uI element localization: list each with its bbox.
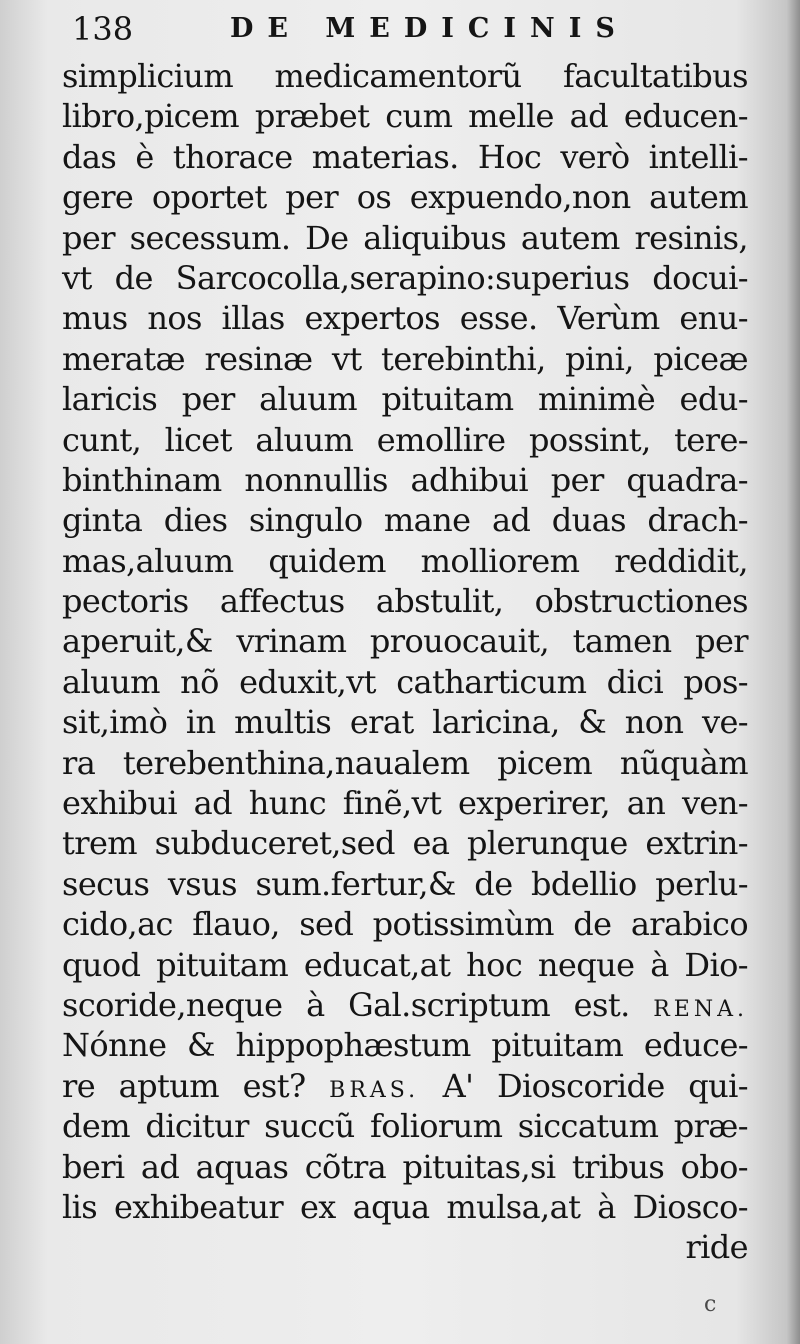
text-line: simplicium medicamentorũ facultatibus [62, 57, 748, 95]
text-line: ginta dies singulo mane ad duas drach- [62, 501, 748, 540]
text-line: binthinam nonnullis adhibui per quadra- [62, 460, 748, 499]
text-line: pectoris affectus abstulit, obstructiones [62, 582, 748, 621]
text-line: exhibui ad hunc finẽ,vt experirer, an ven- [62, 784, 748, 823]
signature-mark: c [704, 1292, 717, 1317]
text-line: trem subduceret,sed ea plerunque extrin- [62, 824, 748, 863]
body-text [62, 56, 748, 1268]
text-line: libro,picem præbet cum melle ad educen- [62, 97, 748, 136]
text-line: mas,aluum quidem molliorem reddidit, [62, 541, 748, 580]
running-head [62, 8, 748, 50]
text-line: lis exhibeatur ex aqua mulsa,at à Diosco- [62, 1187, 748, 1226]
text-line: per secessum. De aliquibus autem resinis, [62, 218, 748, 257]
running-title: DE MEDICINIS [230, 13, 629, 44]
catchword: ride [685, 1228, 748, 1267]
text-line: dem dicitur succũ foliorum siccatum præ- [62, 1107, 748, 1146]
text-line: sit,imò in multis erat laricina, & non ve- [62, 703, 748, 742]
speaker-rena: RENA. [653, 996, 748, 1022]
text-line: das è thorace materias. Hoc verò intelli- [62, 137, 748, 176]
text-line: Nónne & hippophæstum pituitam educe- [62, 1026, 748, 1065]
text-line: laricis per aluum pituitam minimè edu- [62, 380, 748, 419]
text-line: meratæ resinæ vt terebinthi, pini, piceæ [62, 339, 748, 378]
text-line: aperuit,& vrinam prouocauit, tamen per [62, 622, 748, 661]
text-line: cido,ac flauo, sed potissimùm de arabico [62, 905, 748, 944]
line-text: A' Dioscoride qui- [442, 1066, 748, 1105]
page-edge-shadow [786, 0, 800, 1344]
text-line: vt de Sarcocolla,serapino:superius docui- [62, 258, 748, 297]
text-line: ra terebenthina,naualem picem nũquàm [62, 743, 748, 782]
text-line: aluum nõ eduxit,vt catharticum dici pos- [62, 662, 748, 701]
line-text: scoride,neque à Gal.scriptum est. [62, 985, 630, 1024]
speaker-bras: BRAS. [329, 1077, 420, 1103]
text-line-with-speaker [62, 985, 748, 1025]
line-text: re aptum est? [62, 1066, 306, 1105]
text-line: beri ad aquas cõtra pituitas,si tribus obo- [62, 1147, 748, 1186]
page-number: 138 [72, 10, 134, 48]
text-line-with-speaker [62, 1066, 748, 1106]
text-block [62, 8, 748, 1268]
text-line: quod pituitam educat,at hoc neque à Dio- [62, 945, 748, 984]
text-line: cunt, licet aluum emollire possint, tere- [62, 420, 748, 459]
text-line: mus nos illas expertos esse. Verùm enu- [62, 299, 748, 338]
text-line: secus vsus sum.fertur,& de bdellio perlu- [62, 864, 748, 903]
text-line: gere oportet per os expuendo,non autem [62, 178, 748, 217]
